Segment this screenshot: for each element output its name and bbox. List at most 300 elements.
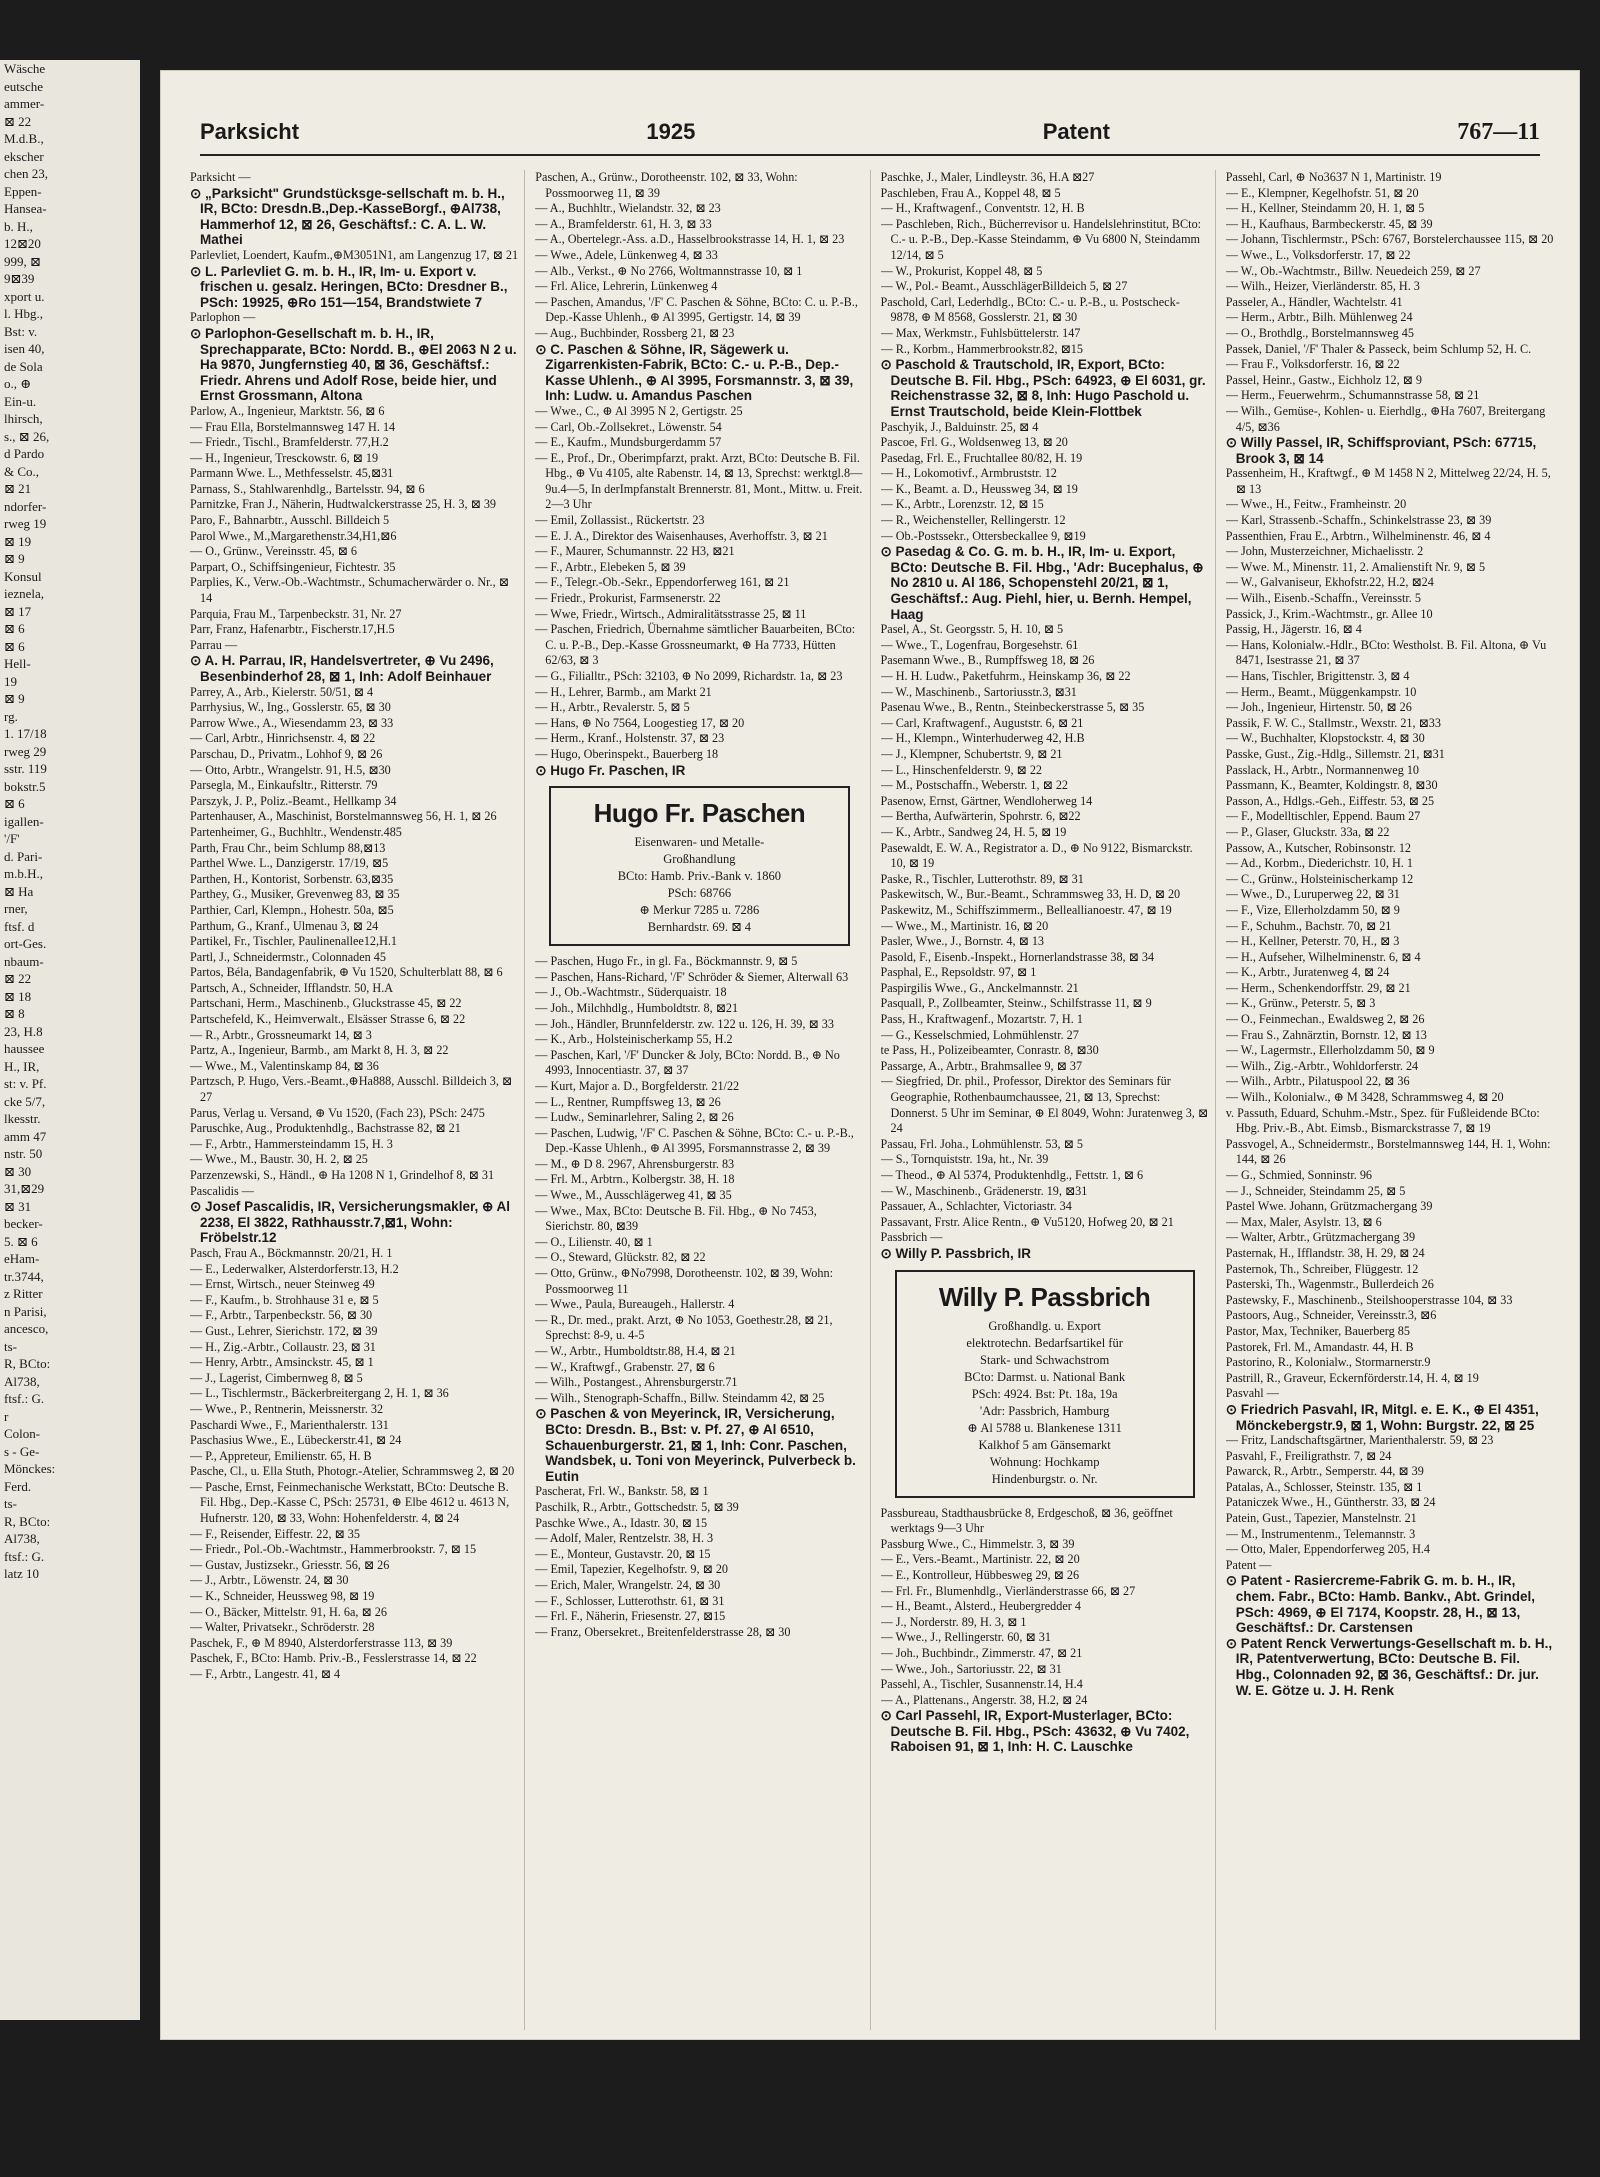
directory-entry: — W., Buchhalter, Klopstockstr. 4, ⊠ 30 bbox=[1225, 731, 1425, 746]
directory-entry: Pascherat, Frl. W., Bankstr. 58, ⊠ 1 bbox=[535, 1484, 709, 1499]
directory-entry: — R., Weichensteller, Rellingerstr. 12 bbox=[880, 513, 1066, 528]
previous-page-fragment: 9⊠39 bbox=[4, 271, 35, 286]
directory-entry: — Wilh., Kolonialw., ⊕ M 3428, Schrammsweg 4, ⊠ 20 bbox=[1225, 1090, 1504, 1105]
directory-entry: — Walter, Arbtr., Grützmachergang 39 bbox=[1225, 1230, 1416, 1245]
previous-page-fragment: H., IR, bbox=[4, 1058, 40, 1074]
directory-entry: — Wwe., M., Martinistr. 16, ⊠ 20 bbox=[880, 918, 1049, 933]
directory-entry: Pasternak, H., Ifflandstr. 38, H. 29, ⊠ 24 bbox=[1225, 1245, 1425, 1260]
directory-entry: — Wwe., Max, BCto: Deutsche B. Fil. Hbg., ⊕ No 7453, Sierichstr. 80, ⊠39 bbox=[535, 1203, 817, 1234]
directory-entry: Parplies, K., Verw.-Ob.-Wachtmstr., Schumacherwärder o. Nr., ⊠ 14 bbox=[190, 575, 509, 606]
directory-entry: Parth, Frau Chr., beim Schlump 88,⊠13 bbox=[190, 840, 386, 855]
column-2 bbox=[535, 170, 870, 2030]
directory-entry: — Henry, Arbtr., Amsinckstr. 45, ⊠ 1 bbox=[190, 1355, 374, 1370]
directory-entry: — Joh., Ingenieur, Hirtenstr. 50, ⊠ 26 bbox=[1225, 700, 1412, 715]
directory-entry: — F., Telegr.-Ob.-Sekr., Eppendorferweg 161, ⊠ 21 bbox=[535, 575, 790, 590]
directory-entry: — Wwe, Friedr., Wirtsch., Admiralitätsstrasse 25, ⊠ 11 bbox=[535, 606, 807, 621]
directory-entry: Paschardi Wwe., F., Marienthalerstr. 131 bbox=[190, 1417, 389, 1432]
directory-entry: — C., Grünw., Holsteinischerkamp 12 bbox=[1225, 871, 1414, 886]
previous-page-fragment: Ein-u. bbox=[4, 393, 37, 409]
previous-page-fragment: amm 47 bbox=[4, 1128, 47, 1144]
directory-entry: — Wilh., Heizer, Vierländerstr. 85, H. 3 bbox=[1225, 279, 1420, 294]
firm-entry: ⊙ Patent Renck Verwertungs-Gesellschaft m. b. H., IR, Patentverwertung, BCto: Deutsche B. Fil. Hbg., Colonnaden 92, ⊠ 36, Geschäftsf.: Dr. jur. W. E. Götze u. J. H. Renk bbox=[1225, 1635, 1553, 1698]
firm-entry: ⊙ Paschold & Trautschold, IR, Export, BCto: Deutsche B. Fil. Hbg., PSch: 64923, ⊕ El 6031, gr. Reichenstrasse 32, ⊠ 8, Inh: Hugo Paschold u. Ernst Trautschold, beide Klein-Flottbek bbox=[880, 357, 1206, 419]
directory-page bbox=[160, 70, 1580, 2040]
previous-page-fragment: chen 23, bbox=[4, 166, 49, 181]
directory-entry: Parlow, A., Ingenieur, Marktstr. 56, ⊠ 6 bbox=[190, 403, 385, 418]
directory-entry: Passehl, Carl, ⊕ No3637 N 1, Martinistr. 19 bbox=[1225, 170, 1442, 184]
directory-entry: — H., Klempn., Winterhuderweg 42, H.B bbox=[880, 731, 1085, 746]
directory-entry: — E., Vers.-Beamt., Martinistr. 22, ⊠ 20 bbox=[880, 1552, 1080, 1567]
directory-entry: — Gustav, Justizsekr., Griesstr. 56, ⊠ 26 bbox=[190, 1557, 390, 1572]
previous-page-fragment: Hansea- bbox=[4, 201, 47, 216]
directory-entry: — Herm., Kranf., Holstenstr. 37, ⊠ 23 bbox=[535, 731, 725, 746]
directory-entry: — F., Vize, Ellerholzdamm 50, ⊠ 9 bbox=[1225, 902, 1400, 917]
directory-entry: Pastrill, R., Graveur, Eckernförderstr.14, H. 4, ⊠ 19 bbox=[1225, 1370, 1479, 1385]
previous-page-fragment: nstr. 50 bbox=[4, 1146, 43, 1161]
directory-entry: — F., Reisender, Eiffestr. 22, ⊠ 35 bbox=[190, 1526, 360, 1541]
directory-entry: Passavant, Frstr. Alice Rentn., ⊕ Vu5120, Hofweg 20, ⊠ 21 bbox=[880, 1214, 1174, 1229]
directory-entry: Paro, F., Bahnarbtr., Ausschl. Billdeich 5 bbox=[190, 513, 390, 528]
directory-entry: Passow, A., Kutscher, Robinsonstr. 12 bbox=[1225, 840, 1412, 855]
firm-entry: ⊙ Hugo Fr. Paschen, IR bbox=[535, 762, 686, 778]
directory-entry: — John, Musterzeichner, Michaelisstr. 2 bbox=[1225, 544, 1424, 559]
directory-entry: Passenthien, Frau E., Arbtrn., Wilhelminenstr. 46, ⊠ 4 bbox=[1225, 528, 1491, 543]
directory-entry: Pasenau Wwe., B., Rentn., Steinbeckerstrasse 5, ⊠ 35 bbox=[880, 700, 1145, 715]
previous-page-fragment: ⊠ 6 bbox=[4, 638, 25, 654]
previous-page-fragment: 31,⊠29 bbox=[4, 1181, 45, 1196]
directory-entry: Parlophon — bbox=[190, 310, 256, 325]
directory-entry: — Paschen, Karl, '/F' Duncker & Joly, BCto: Nordd. B., ⊕ No 4993, Innocentiastr. 37, ⊠ 37 bbox=[535, 1047, 840, 1078]
previous-page-fragment: 12⊠20 bbox=[4, 236, 41, 251]
directory-entry: Parthum, G., Kranf., Ulmenau 3, ⊠ 24 bbox=[190, 918, 379, 933]
directory-entry: — M., Postschaffn., Weberstr. 1, ⊠ 22 bbox=[880, 778, 1069, 793]
directory-entry: — Karl, Strassenb.-Schaffn., Schinkelstrasse 23, ⊠ 39 bbox=[1225, 513, 1492, 528]
previous-page-fragment: ⊠ 18 bbox=[4, 988, 32, 1004]
directory-entry: Parrau — bbox=[190, 637, 238, 652]
directory-entry: — Wwe., H., Feitw., Framheinstr. 20 bbox=[1225, 497, 1407, 512]
directory-entry: — Max, Maler, Asylstr. 13, ⊠ 6 bbox=[1225, 1214, 1382, 1229]
directory-entry: — S., Tornquiststr. 19a, ht., Nr. 39 bbox=[880, 1152, 1049, 1167]
directory-entry: Parquia, Frau M., Tarpenbeckstr. 31, Nr. 27 bbox=[190, 606, 402, 621]
firm-entry: ⊙ Friedrich Pasvahl, IR, Mitgl. e. E. K., ⊕ El 4351, Mönckebergstr.9, ⊠ 1, Wohn: Burgstr. 22, ⊠ 25 bbox=[1225, 1401, 1539, 1433]
previous-page-fragment: ⊠ 6 bbox=[4, 796, 25, 811]
directory-entry: — Hans, Kolonialw.-Hdlr., BCto: Westholst. B. Fil. Altona, ⊕ Vu 8471, Isestrasse 21, ⊠ 37 bbox=[1225, 637, 1547, 668]
directory-entry: — F., Arbtr., Hammersteindamm 15, H. 3 bbox=[190, 1136, 393, 1151]
firm-entry: ⊙ Patent - Rasiercreme-Fabrik G. m. b. H., IR, chem. Fabr., BCto: Hamb. Bankv., Abt. Grindel, PSch: 4969, ⊕ El 7174, Koopstr. 28, H., ⊠ 13, Geschäftsf.: Dr. Carstensen bbox=[1225, 1573, 1536, 1636]
directory-entry: — Ludw., Seminarlehrer, Saling 2, ⊠ 26 bbox=[535, 1110, 734, 1125]
directory-entry: — Erich, Maler, Wrangelstr. 24, ⊠ 30 bbox=[535, 1577, 721, 1592]
directory-entry: Passbureau, Stadthausbrücke 8, Erdgeschoß, ⊠ 36, geöffnet werktags 9—3 Uhr bbox=[880, 1505, 1173, 1536]
directory-entry: — E., Lederwalker, Alsterdorferstr.13, H.2 bbox=[190, 1261, 399, 1276]
directory-entry: — F., Arbtr., Elebeken 5, ⊠ 39 bbox=[535, 559, 686, 574]
previous-page-fragment: Wäsche bbox=[4, 61, 46, 76]
directory-entry: — W., Lagermstr., Ellerholzdamm 50, ⊠ 9 bbox=[1225, 1043, 1435, 1058]
previous-page-fragment: Al738, bbox=[4, 1531, 40, 1546]
directory-entry: — W., Maschinenb., Sartoriusstr.3, ⊠31 bbox=[880, 684, 1077, 699]
directory-entry: — W., Maschinenb., Grädenerstr. 19, ⊠31 bbox=[880, 1183, 1088, 1198]
directory-entry: — Paschen, Ludwig, '/F' C. Paschen & Söhne, BCto: C.- u. P.-B., Dep.-Kasse Uhlenh., ⊕ Al 3995, Forsmannstrasse 2, ⊠ 39 bbox=[535, 1125, 854, 1156]
previous-page-fragment: cke 5/7, bbox=[4, 1093, 46, 1109]
previous-page-fragment: ⊠ 9 bbox=[4, 551, 25, 566]
directory-entry: Parus, Verlag u. Versand, ⊕ Vu 1520, (Fach 23), PSch: 2475 bbox=[190, 1105, 485, 1120]
directory-entry: — F., Kaufm., b. Strohhause 31 e, ⊠ 5 bbox=[190, 1292, 379, 1307]
directory-entry: Partzsch, P. Hugo, Vers.-Beamt.,⊕Ha888, Ausschl. Billdeich 3, ⊠ 27 bbox=[190, 1074, 513, 1105]
directory-entry: Passburg Wwe., C., Himmelstr. 3, ⊠ 39 bbox=[880, 1536, 1075, 1551]
directory-entry: — O., Lilienstr. 40, ⊠ 1 bbox=[535, 1234, 653, 1249]
previous-page-fragment: igallen- bbox=[4, 813, 44, 829]
firm-entry: ⊙ Carl Passehl, IR, Export-Musterlager, BCto: Deutsche B. Fil. Hbg., PSch: 43632, ⊕ Vu 7402, Raboisen 91, ⊠ 1, Inh: H. C. Lauschke bbox=[880, 1708, 1190, 1755]
directory-entry: Parthen, H., Kontorist, Sorbenstr. 63,⊠35 bbox=[190, 871, 394, 886]
directory-entry: Parnitzke, Fran J., Näherin, Hudtwalckerstrasse 25, H. 3, ⊠ 39 bbox=[190, 497, 497, 512]
previous-page-fragment: 23, H.8 bbox=[4, 1023, 43, 1039]
previous-page-fragment: l. Hbg., bbox=[4, 306, 43, 321]
directory-entry: — J., Arbtr., Löwenstr. 24, ⊠ 30 bbox=[190, 1573, 349, 1588]
directory-entry: — F., Schuhm., Bachstr. 70, ⊠ 21 bbox=[1225, 918, 1392, 933]
directory-entry: Patent — bbox=[1225, 1557, 1272, 1572]
directory-entry: — K., Arbtr., Lorenzstr. 12, ⊠ 15 bbox=[880, 497, 1044, 512]
advertisement-willy-passbrich bbox=[895, 1270, 1195, 1498]
previous-page-fragment: ieznela, bbox=[4, 586, 45, 601]
directory-entry: — Frl. Fr., Blumenhdlg., Vierländerstrasse 66, ⊠ 27 bbox=[880, 1583, 1136, 1598]
directory-entry: — Hugo, Oberinspekt., Bauerberg 18 bbox=[535, 746, 719, 761]
directory-entry: Pass, H., Kraftwagenf., Mozartstr. 7, H. 1 bbox=[880, 1012, 1083, 1027]
previous-page-fragment: Al738, bbox=[4, 1373, 40, 1389]
directory-entry: — J., Norderstr. 89, H. 3, ⊠ 1 bbox=[880, 1614, 1027, 1629]
directory-entry: Paschke Wwe., A., Idastr. 30, ⊠ 15 bbox=[535, 1515, 708, 1530]
directory-entry: — F., Modelltischler, Eppend. Baum 27 bbox=[1225, 809, 1421, 824]
directory-entry: Paschen, A., Grünw., Dorotheenstr. 102, ⊠ 33, Wohn: Possmoorweg 11, ⊠ 39 bbox=[535, 170, 798, 200]
directory-entry: — Wilh., Arbtr., Pilatuspool 22, ⊠ 36 bbox=[1225, 1074, 1410, 1089]
directory-entry: — Frl. F., Näherin, Friesenstr. 27, ⊠15 bbox=[535, 1609, 726, 1624]
directory-entry: — P., Glaser, Gluckstr. 33a, ⊠ 22 bbox=[1225, 824, 1390, 839]
directory-entry: — F., Arbtr., Tarpenbeckstr. 56, ⊠ 30 bbox=[190, 1308, 373, 1323]
ad-line: ⊕ Merkur 7285 u. 7286 bbox=[639, 903, 760, 918]
column-1 bbox=[190, 170, 525, 2030]
directory-entry: — Paschen, Hans-Richard, '/F' Schröder & Siemer, Alterwall 63 bbox=[535, 969, 849, 984]
directory-entry: Parmann Wwe. L., Methfesselstr. 45,⊠31 bbox=[190, 466, 394, 481]
directory-entry: — J., Schneider, Steindamm 25, ⊠ 5 bbox=[1225, 1183, 1406, 1198]
directory-entry: Pasche, Cl., u. Ella Stuth, Photogr.-Atelier, Schrammsweg 2, ⊠ 20 bbox=[190, 1464, 515, 1479]
previous-page-fragment: Bst: v. bbox=[4, 323, 38, 339]
directory-entry: — Friedr., Tischl., Bramfelderstr. 77,H.2 bbox=[190, 435, 389, 450]
previous-page-fragment: ammer- bbox=[4, 96, 45, 111]
previous-page-fragment: ts- bbox=[4, 1338, 17, 1354]
directory-columns bbox=[190, 170, 1560, 2030]
directory-entry: — Max, Werkmstr., Fuhlsbüttelerstr. 147 bbox=[880, 325, 1081, 340]
directory-entry: — J., Ob.-Wachtmstr., Süderquaistr. 18 bbox=[535, 985, 727, 1000]
directory-entry: — W., Kraftwgf., Grabenstr. 27, ⊠ 6 bbox=[535, 1359, 715, 1374]
directory-entry: — Otto, Maler, Eppendorferweg 205, H.4 bbox=[1225, 1542, 1431, 1557]
directory-entry: — L., Rentner, Rumpffsweg 13, ⊠ 26 bbox=[535, 1094, 721, 1109]
ad-line: Eisenwaren- und Metalle- bbox=[634, 835, 765, 850]
previous-page-fragment: rweg 19 bbox=[4, 516, 47, 531]
directory-entry: Paschke, J., Maler, Lindleystr. 36, H.A ⊠27 bbox=[880, 170, 1095, 184]
previous-page-fragment: o., ⊕ bbox=[4, 376, 32, 391]
directory-entry: — R., Arbtr., Grossneumarkt 14, ⊠ 3 bbox=[190, 1027, 372, 1042]
directory-entry: — Bertha, Aufwärterin, Spohrstr. 6, ⊠22 bbox=[880, 809, 1081, 824]
directory-entry: — H., Kellner, Steindamm 20, H. 1, ⊠ 5 bbox=[1225, 201, 1425, 216]
directory-entry: — Kurt, Major a. D., Borgfelderstr. 21/22 bbox=[535, 1078, 740, 1093]
directory-entry: Pastorek, Frl. M., Amandastr. 44, H. B bbox=[1225, 1339, 1414, 1354]
directory-entry: — M., Instrumentenm., Telemannstr. 3 bbox=[1225, 1526, 1416, 1541]
previous-page-fragment: rner, bbox=[4, 901, 28, 916]
directory-entry: — Wwe., P., Rentnerin, Meissnerstr. 32 bbox=[190, 1401, 384, 1416]
directory-entry: Pastor, Max, Techniker, Bauerberg 85 bbox=[1225, 1323, 1410, 1338]
ad-line: Wohnung: Hochkamp bbox=[989, 1454, 1100, 1469]
directory-entry: Pasedag, Frl. E., Fruchtallee 80/82, H. 19 bbox=[880, 450, 1083, 465]
directory-entry: Pasternok, Th., Schreiber, Flüggestr. 12 bbox=[1225, 1261, 1419, 1276]
firm-entry: ⊙ Willy Passel, IR, Schiffsproviant, PSch: 67715, Brook 3, ⊠ 14 bbox=[1225, 435, 1537, 466]
ad-line: BCto: Hamb. Priv.-Bank v. 1860 bbox=[617, 869, 782, 884]
directory-entry: — Frau F., Volksdorferstr. 16, ⊠ 22 bbox=[1225, 357, 1400, 372]
directory-entry: — Wwe., T., Logenfrau, Borgesehstr. 61 bbox=[880, 637, 1079, 652]
directory-entry: Passeler, A., Händler, Wachtelstr. 41 bbox=[1225, 294, 1403, 309]
directory-entry: — Frau Ella, Borstelmannsweg 147 H. 14 bbox=[190, 419, 396, 434]
directory-entry: Passauer, A., Schlachter, Victoriastr. 34 bbox=[880, 1199, 1072, 1214]
previous-page-fragment: b. H., bbox=[4, 218, 33, 234]
directory-entry: — Franz, Obersekret., Breitenfelderstrasse 28, ⊠ 30 bbox=[535, 1624, 791, 1639]
directory-entry: — Joh., Buchbindr., Zimmerstr. 47, ⊠ 21 bbox=[880, 1645, 1083, 1660]
directory-entry: — W., Galvaniseur, Ekhofstr.22, H.2, ⊠24 bbox=[1225, 575, 1434, 590]
ad-line: Großhandlg. u. Export bbox=[988, 1318, 1101, 1333]
directory-entry: — E., Klempner, Kegelhofstr. 51, ⊠ 20 bbox=[1225, 185, 1419, 200]
previous-page-fragment: R, BCto: bbox=[4, 1356, 51, 1371]
directory-entry: Passik, F. W. C., Stallmstr., Wexstr. 21, ⊠33 bbox=[1225, 715, 1441, 730]
directory-entry: — W., Pol.- Beamt., AusschlägerBilldeich 5, ⊠ 27 bbox=[880, 279, 1128, 294]
directory-entry: Paschold, Carl, Lederhdlg., BCto: C.- u. P.-B., u. Postscheck- 9878, ⊕ M 8568, Gosslerstr. 21, ⊠ 30 bbox=[880, 294, 1180, 325]
directory-entry: Pasewaldt, E. W. A., Registrator a. D., ⊕ No 9122, Bismarckstr. 10, ⊠ 19 bbox=[880, 840, 1193, 871]
directory-entry: — Wilh., Stenograph-Schaffn., Billw. Steindamm 42, ⊠ 25 bbox=[535, 1390, 825, 1405]
directory-entry: — Frau S., Zahnärztin, Bornstr. 12, ⊠ 13 bbox=[1225, 1027, 1427, 1042]
directory-entry: Paschek, F., BCto: Hamb. Priv.-B., Fesslerstrasse 14, ⊠ 22 bbox=[190, 1651, 477, 1666]
previous-page-fragment: st: v. Pf. bbox=[4, 1076, 47, 1091]
previous-page-fragment: ⊠ 19 bbox=[4, 533, 32, 549]
directory-entry: — Wwe., J., Rellingerstr. 60, ⊠ 31 bbox=[880, 1630, 1051, 1645]
directory-entry: — Johann, Tischlermstr., PSch: 6767, Borstelerchaussee 115, ⊠ 20 bbox=[1225, 232, 1554, 247]
ad-line: 'Adr: Passbrich, Hamburg bbox=[979, 1403, 1110, 1418]
directory-entry: — Wwe., L., Volksdorferstr. 17, ⊠ 22 bbox=[1225, 247, 1411, 262]
previous-page-fragment: ⊠ 21 bbox=[4, 481, 32, 496]
directory-entry: — W., Ob.-Wachtmstr., Billw. Neuedeich 259, ⊠ 27 bbox=[1225, 263, 1481, 278]
previous-page-fragment: ⊠ 17 bbox=[4, 603, 32, 619]
previous-page-fragment: 999, ⊠ bbox=[4, 253, 41, 269]
directory-entry: — E., Kaufm., Mundsburgerdamm 57 bbox=[535, 435, 722, 450]
directory-entry: Paschleben, Frau A., Koppel 48, ⊠ 5 bbox=[880, 185, 1061, 200]
previous-page-fragment: M.d.B., bbox=[4, 131, 44, 146]
previous-page-fragment: Konsul bbox=[4, 568, 42, 584]
directory-entry: — Carl, Arbtr., Hinrichsenstr. 4, ⊠ 22 bbox=[190, 731, 376, 746]
directory-entry: Passau, Frl. Joha., Lohmühlenstr. 53, ⊠ 5 bbox=[880, 1136, 1083, 1151]
ad-title: Hugo Fr. Paschen bbox=[593, 798, 806, 829]
directory-entry: — Gust., Lehrer, Sierichstr. 172, ⊠ 39 bbox=[190, 1323, 378, 1338]
directory-entry: Passenheim, H., Kraftwgf., ⊕ M 1458 N 2, Mittelweg 22/24, H. 5, ⊠ 13 bbox=[1225, 466, 1551, 496]
directory-entry: — Pasche, Ernst, Feinmechanische Werkstatt, BCto: Deutsche B. Fil. Hbg., Dep.-Kasse C, PSch: 25731, ⊕ Elbe 4612 u. 4613 N, Hufnerstr. 120, ⊠ 33, Wohn: Hohenfelderstr. 4, ⊠ 24 bbox=[190, 1479, 510, 1526]
directory-entry: — Wwe., M., Ausschlägerweg 41, ⊠ 35 bbox=[535, 1188, 732, 1203]
previous-page-fragment: ancesco, bbox=[4, 1321, 49, 1336]
column-4 bbox=[1226, 170, 1560, 2030]
directory-entry: Parrey, A., Arb., Kielerstr. 50/51, ⊠ 4 bbox=[190, 684, 374, 699]
directory-entry: — K., Beamt. a. D., Heussweg 34, ⊠ 19 bbox=[880, 481, 1078, 496]
directory-entry: Passarge, A., Arbtr., Brahmsallee 9, ⊠ 37 bbox=[880, 1058, 1083, 1073]
directory-entry: — G., Filialltr., PSch: 32103, ⊕ No 2099, Richardstr. 1a, ⊠ 23 bbox=[535, 669, 843, 683]
directory-entry: — Theod., ⊕ Al 5374, Produktenhdlg., Fettstr. 1, ⊠ 6 bbox=[880, 1168, 1144, 1182]
directory-entry: Parschau, D., Privatm., Lohhof 9, ⊠ 26 bbox=[190, 746, 383, 761]
ad-line: BCto: Darmst. u. National Bank bbox=[964, 1369, 1126, 1384]
directory-entry: Paspirgilis Wwe., G., Anckelmannstr. 21 bbox=[880, 980, 1079, 995]
directory-entry: — Herm., Feuerwehrm., Schumannstrasse 58, ⊠ 21 bbox=[1225, 388, 1480, 403]
previous-page-fragment: n Parisi, bbox=[4, 1303, 47, 1319]
previous-page-fragment: bokstr.5 bbox=[4, 778, 46, 794]
previous-page-fragment: Hell- bbox=[4, 656, 31, 671]
directory-entry: — Carl, Kraftwagenf., Auguststr. 6, ⊠ 21 bbox=[880, 715, 1084, 730]
directory-entry: — R., Korbm., Hammerbrookstr.82, ⊠15 bbox=[880, 341, 1083, 356]
previous-page-fragment: 1. 17/18 bbox=[4, 726, 47, 741]
directory-entry: — Emil, Zollassist., Rückertstr. 23 bbox=[535, 513, 705, 528]
firm-entry: ⊙ C. Paschen & Söhne, IR, Sägewerk u. Zigarrenkisten-Fabrik, BCto: C.- u. P.-B., Dep.-Kasse Uhlenh., ⊕ Al 3995, Forsmannstr. 3, ⊠ 39, Inh: Ludw. u. Amandus Paschen bbox=[535, 341, 854, 404]
directory-entry: — Wwe., Adele, Lünkenweg 4, ⊠ 33 bbox=[535, 247, 718, 262]
page-header bbox=[200, 110, 1540, 156]
directory-entry: Pasler, Wwe., J., Bornstr. 4, ⊠ 13 bbox=[880, 934, 1045, 949]
directory-entry: — A., Bramfelderstr. 61, H. 3, ⊠ 33 bbox=[535, 216, 712, 231]
previous-page-fragment: d Pardo bbox=[4, 446, 45, 461]
directory-entry: — L., Hinschenfelderstr. 9, ⊠ 22 bbox=[880, 762, 1043, 777]
directory-entry: — Wilh., Zig.-Arbtr., Wohldorferstr. 24 bbox=[1225, 1058, 1419, 1073]
ad-line: Stark- und Schwachstrom bbox=[980, 1352, 1110, 1367]
directory-entry: — H., Aufseher, Wilhelminenstr. 6, ⊠ 4 bbox=[1225, 949, 1421, 964]
directory-entry: — Ad., Korbm., Diederichstr. 10, H. 1 bbox=[1225, 856, 1413, 871]
previous-page-fragment: Mönckes: bbox=[4, 1461, 56, 1476]
directory-entry: v. Passuth, Eduard, Schuhm.-Mstr., Spez. für Fußleidende BCto: Hbg. Priv.-B., Abt. Eimsb., Bismarckstrasse 7, ⊠ 19 bbox=[1225, 1105, 1540, 1136]
directory-entry: Pataniczek Wwe., H., Güntherstr. 33, ⊠ 24 bbox=[1225, 1495, 1436, 1510]
ad-line: PSch: 68766 bbox=[667, 886, 732, 901]
directory-entry: — Friedr., Prokurist, Farmsenerstr. 22 bbox=[535, 591, 721, 606]
directory-entry: Passel, Heinr., Gastw., Eichholz 12, ⊠ 9 bbox=[1225, 372, 1423, 387]
directory-entry: Passon, A., Hdlgs.-Geh., Eiffestr. 53, ⊠ 25 bbox=[1225, 793, 1435, 808]
directory-entry: — Ernst, Wirtsch., neuer Steinweg 49 bbox=[190, 1277, 375, 1292]
previous-page-fragment: ⊠ 22 bbox=[4, 113, 32, 129]
directory-entry: Paschyik, J., Balduinstr. 25, ⊠ 4 bbox=[880, 419, 1039, 434]
directory-entry: — Otto, Arbtr., Wrangelstr. 91, H.5, ⊠30 bbox=[190, 762, 391, 777]
firm-entry: ⊙ Willy P. Passbrich, IR bbox=[880, 1245, 1031, 1261]
directory-entry: Paschasius Wwe., E., Lübeckerstr.41, ⊠ 24 bbox=[190, 1433, 402, 1448]
directory-entry: — H., Kaufhaus, Barmbeckerstr. 45, ⊠ 39 bbox=[1225, 216, 1433, 231]
directory-entry: — Ob.-Postssekr., Ottersbeckallee 9, ⊠19 bbox=[880, 528, 1086, 543]
previous-page-fragment: isen 40, bbox=[4, 341, 45, 356]
directory-entry: — Herm., Arbtr., Bilh. Mühlenweg 24 bbox=[1225, 310, 1413, 325]
directory-entry: — Wwe., Joh., Sartoriusstr. 22, ⊠ 31 bbox=[880, 1661, 1062, 1676]
ad-line: PSch: 4924. Bst: Pt. 18a, 19a bbox=[971, 1386, 1118, 1401]
previous-page-fragment: ⊠ 6 bbox=[4, 621, 25, 636]
directory-entry: — Frl. M., Arbtrn., Kolbergstr. 38, H. 18 bbox=[535, 1172, 735, 1187]
directory-entry: — F., Arbtr., Langestr. 41, ⊠ 4 bbox=[190, 1667, 341, 1681]
directory-entry: — E., Kontrolleur, Hübbesweg 29, ⊠ 26 bbox=[880, 1567, 1080, 1582]
directory-entry: Pasch, Frau A., Böckmannstr. 20/21, H. 1 bbox=[190, 1245, 393, 1260]
directory-entry: — Fritz, Landschaftsgärtner, Marienthalerstr. 59, ⊠ 23 bbox=[1225, 1433, 1494, 1448]
firm-entry: ⊙ Parlophon-Gesellschaft m. b. H., IR, Sprechapparate, BCto: Nordd. B., ⊕El 2063 N 2 u. Ha 9870, Jungfernstieg 40, ⊠ 36, Geschäftsf.: Friedr. Ahrens und Adolf Rose, beide hier, und Ernst Grossmann, Altona bbox=[190, 325, 517, 404]
directory-entry: Passick, J., Krim.-Wachtmstr., gr. Allee 10 bbox=[1225, 606, 1433, 621]
previous-page-fragment: '/F' bbox=[4, 831, 20, 846]
directory-entry: — Carl, Ob.-Zollsekret., Löwenstr. 54 bbox=[535, 419, 722, 434]
directory-entry: — J., Klempner, Schubertstr. 9, ⊠ 21 bbox=[880, 746, 1063, 761]
directory-entry: — Wwe. M., Minenstr. 11, 2. Amalienstift Nr. 9, ⊠ 5 bbox=[1225, 559, 1486, 574]
directory-entry: Pastel Wwe. Johann, Grützmachergang 39 bbox=[1225, 1199, 1433, 1214]
directory-entry: — Wilh., Postangest., Ahrensburgerstr.71 bbox=[535, 1375, 738, 1390]
directory-entry: — Friedr., Pol.-Ob.-Wachtmstr., Hammerbrookstr. 7, ⊠ 15 bbox=[190, 1542, 477, 1557]
directory-entry: — K., Arbtr., Juratenweg 4, ⊠ 24 bbox=[1225, 965, 1390, 980]
directory-entry: Pasold, F., Eisenb.-Inspekt., Hornerlandstrasse 38, ⊠ 34 bbox=[880, 949, 1155, 964]
directory-entry: — Aug., Buchbinder, Rossberg 21, ⊠ 23 bbox=[535, 325, 735, 340]
directory-entry: Paskewitsch, W., Bur.-Beamt., Schrammsweg 33, H. D, ⊠ 20 bbox=[880, 887, 1181, 902]
previous-page-fragment: ⊠ 22 bbox=[4, 971, 32, 986]
directory-entry: Passehl, A., Tischler, Susannenstr.14, H.4 bbox=[880, 1677, 1083, 1692]
ad-line: Bernhardstr. 69. ⊠ 4 bbox=[647, 920, 751, 935]
directory-entry: — O., Bäcker, Mittelstr. 91, H. 6a, ⊠ 26 bbox=[190, 1604, 387, 1619]
directory-entry: — H., Lehrer, Barmb., am Markt 21 bbox=[535, 684, 712, 699]
previous-page-fragment: 5. ⊠ 6 bbox=[4, 1233, 38, 1249]
directory-entry: Parpart, O., Schiffsingenieur, Fichtestr. 35 bbox=[190, 559, 396, 574]
header-left-keyword: Parksicht bbox=[200, 119, 300, 144]
previous-page-fragment: sstr. 119 bbox=[4, 761, 47, 776]
directory-entry: Patein, Gust., Tapezier, Manstelnstr. 21 bbox=[1225, 1511, 1417, 1526]
firm-entry: ⊙ „Parksicht" Grundstücksge-sellschaft m. b. H., IR, BCto: Dresdn.B.,Dep.-KasseBorgf., ⊕Al738, Hammerhof 12, ⊠ 26, Geschäftsf.: C. A. L. W. Mathei bbox=[190, 185, 505, 248]
previous-page-fragment: ⊠ 31 bbox=[4, 1198, 32, 1214]
directory-entry: Passlack, H., Arbtr., Normannenweg 10 bbox=[1225, 762, 1420, 777]
directory-entry: Parsegla, M., Einkaufsltr., Ritterstr. 79 bbox=[190, 778, 378, 793]
directory-entry: Partschani, Herm., Maschinenb., Gluckstrasse 45, ⊠ 22 bbox=[190, 996, 462, 1011]
directory-entry: Passke, Gust., Zig.-Hdlg., Sillemstr. 21, ⊠31 bbox=[1225, 746, 1445, 761]
previous-page-fragment: rweg 29 bbox=[4, 743, 47, 759]
previous-page-fragment: ekscher bbox=[4, 148, 44, 164]
header-year: 1925 bbox=[646, 119, 696, 144]
ad-line: Hindenburgstr. o. Nr. bbox=[991, 1471, 1098, 1486]
column-3 bbox=[881, 170, 1216, 2030]
previous-page-fragment: eHam- bbox=[4, 1251, 40, 1266]
directory-entry: — M., ⊕ D 8. 2967, Ahrensburgerstr. 83 bbox=[535, 1156, 735, 1171]
directory-entry: — P., Appreteur, Emilienstr. 65, H. B bbox=[190, 1448, 372, 1463]
directory-entry: — Wwe., D., Luruperweg 22, ⊠ 31 bbox=[1225, 887, 1400, 902]
directory-entry: Pawarck, R., Arbtr., Semperstr. 44, ⊠ 39 bbox=[1225, 1464, 1424, 1479]
previous-page-fragment: m.b.H., bbox=[4, 866, 43, 881]
directory-entry: Partenhauser, A., Maschinist, Borstelmannsweg 56, H. 1, ⊠ 26 bbox=[190, 809, 497, 824]
directory-entry: Pascalidis — bbox=[190, 1183, 254, 1198]
directory-entry: Parthier, Carl, Klempn., Hohestr. 50a, ⊠5 bbox=[190, 902, 394, 917]
directory-entry: — Wilh., Eisenb.-Schaffn., Vereinsstr. 5 bbox=[1225, 591, 1421, 606]
directory-entry: — H., Kraftwagenf., Conventstr. 12, H. B bbox=[880, 201, 1085, 216]
directory-entry: Pasel, A., St. Georgsstr. 5, H. 10, ⊠ 5 bbox=[880, 622, 1064, 637]
firm-entry: ⊙ A. H. Parrau, IR, Handelsvertreter, ⊕ Vu 2496, Besenbinderhof 28, ⊠ 1, Inh: Adolf Beinhauer bbox=[190, 653, 494, 684]
previous-page-fragment: R, BCto: bbox=[4, 1513, 51, 1529]
directory-entry: — Paschen, Friedrich, Übernahme sämtlicher Bauarbeiten, BCto: C. u. P.-B., Dep.-Kasse Grossneumarkt, ⊕ Ha 7733, Hütten 62/63, ⊠ 3 bbox=[535, 622, 856, 668]
directory-entry: — O., Feinmechan., Ewaldsweg 2, ⊠ 26 bbox=[1225, 1012, 1425, 1027]
previous-page-fragment: r bbox=[4, 1408, 9, 1424]
previous-page-fragment: d. Pari- bbox=[4, 848, 43, 864]
previous-page-fragment: s., ⊠ 26, bbox=[4, 428, 50, 444]
directory-entry: — O., Steward, Glückstr. 82, ⊠ 22 bbox=[535, 1250, 706, 1265]
directory-entry: Paschek, F., ⊕ M 8940, Alsterdorferstrasse 113, ⊠ 39 bbox=[190, 1635, 453, 1650]
directory-entry: — H., Zig.-Arbtr., Collaustr. 23, ⊠ 31 bbox=[190, 1339, 376, 1354]
previous-page-fragment: Ferd. bbox=[4, 1478, 32, 1494]
directory-entry: — Wwe., M., Baustr. 30, H. 2, ⊠ 25 bbox=[190, 1152, 368, 1167]
directory-entry: — H., Beamt., Alsterd., Heubergredder 4 bbox=[880, 1599, 1081, 1614]
directory-entry: — W., Arbtr., Humboldtstr.88, H.4, ⊠ 21 bbox=[535, 1344, 736, 1358]
directory-entry: — E., Prof., Dr., Oberimpfarzt, prakt. Arzt, BCto: Deutsche B. Fil. Hbg., ⊕ Vu 4105, alte Rabenstr. 14, ⊠ 13, Sprechst: werktgl.8—9u.4—5, In derImpfanstalt Brennerstr. 81, Mont., Mittw. u. Freit. 2—3 Uhr bbox=[535, 450, 863, 512]
previous-page-fragment: s - Ge- bbox=[4, 1443, 40, 1459]
previous-page-fragment: & Co., bbox=[4, 463, 40, 479]
previous-page-strip bbox=[0, 60, 140, 2020]
directory-entry: Parzenzewski, S., Händl., ⊕ Ha 1208 N 1, Grindelhof 8, ⊠ 31 bbox=[190, 1168, 495, 1182]
directory-entry: Parrow Wwe., A., Wiesendamm 23, ⊠ 33 bbox=[190, 715, 394, 730]
ad-line: Großhandlung bbox=[663, 852, 736, 867]
